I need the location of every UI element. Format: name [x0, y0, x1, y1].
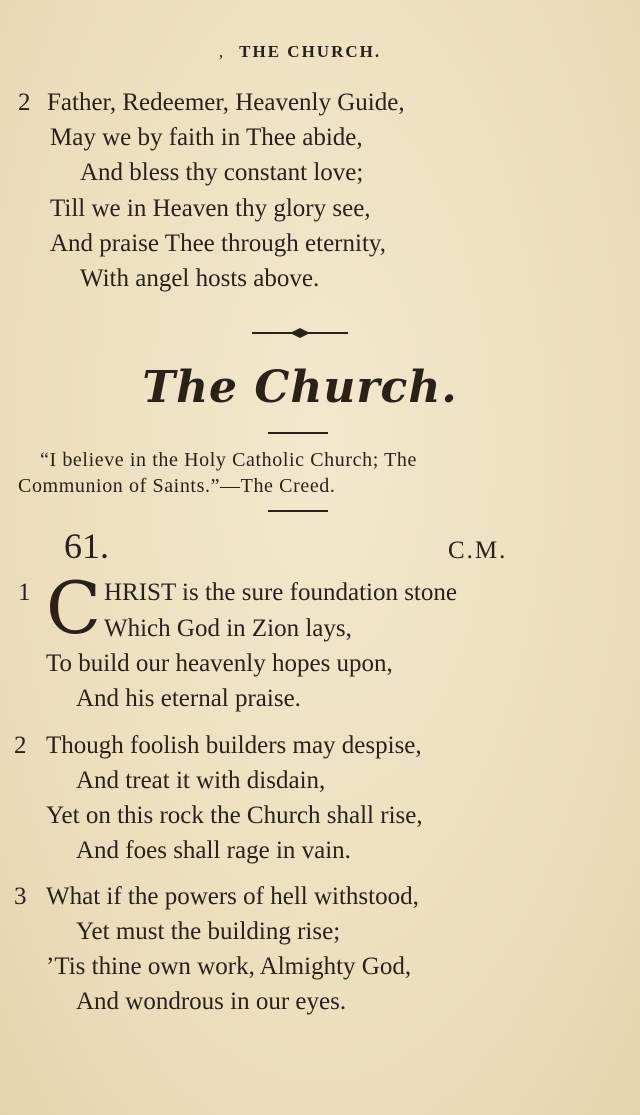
epigraph-line: “I believe in the Holy Catholic Church; The	[40, 449, 418, 471]
hymn-line: HRIST is the sure foundation stone	[104, 579, 457, 606]
verse-number: 1	[18, 579, 31, 606]
rule-divider	[268, 510, 328, 512]
hymn-line: And treat it with disdain,	[76, 767, 326, 794]
ornament-divider	[252, 326, 348, 340]
rule-divider	[268, 432, 328, 434]
hymn-line: To build our heavenly hopes upon,	[46, 650, 393, 677]
hymn-number: 61.	[64, 526, 109, 566]
hymn-line: And foes shall rage in vain.	[76, 837, 351, 864]
hymn-line: And his eternal praise.	[76, 685, 301, 712]
verse-number: 2	[18, 89, 31, 116]
hymn-line: May we by faith in Thee abide,	[50, 124, 363, 151]
hymn-line: Yet on this rock the Church shall rise,	[46, 802, 423, 829]
hymn-line: With angel hosts above.	[80, 265, 320, 292]
hymn-line: And bless thy constant love;	[80, 159, 364, 186]
running-head	[0, 42, 600, 62]
hymn-line: And wondrous in our eyes.	[76, 988, 347, 1015]
hymn-line: Father, Redeemer, Heavenly Guide,	[47, 89, 405, 116]
hymn-line: Yet must the building rise;	[76, 918, 341, 945]
hymn-line: What if the powers of hell withstood,	[46, 883, 419, 910]
hymn-line: Though foolish builders may despise,	[46, 732, 422, 759]
hymn-line: ’Tis thine own work, Almighty God,	[46, 953, 412, 980]
epigraph-line: Communion of Saints.”—The Creed.	[18, 475, 336, 497]
hymn-line: Which God in Zion lays,	[104, 615, 352, 642]
running-head-title: THE CHURCH.	[239, 42, 382, 61]
running-head-mark: ,	[218, 42, 226, 61]
hymn-line: And praise Thee through eternity,	[50, 230, 387, 257]
verse-number: 3	[14, 883, 27, 910]
section-title: The Church.	[142, 362, 458, 413]
verse-number: 2	[14, 732, 27, 759]
drop-cap: C	[46, 566, 102, 650]
hymn-line: Till we in Heaven thy glory see,	[50, 195, 371, 222]
hymn-meter: C.M.	[448, 537, 508, 564]
